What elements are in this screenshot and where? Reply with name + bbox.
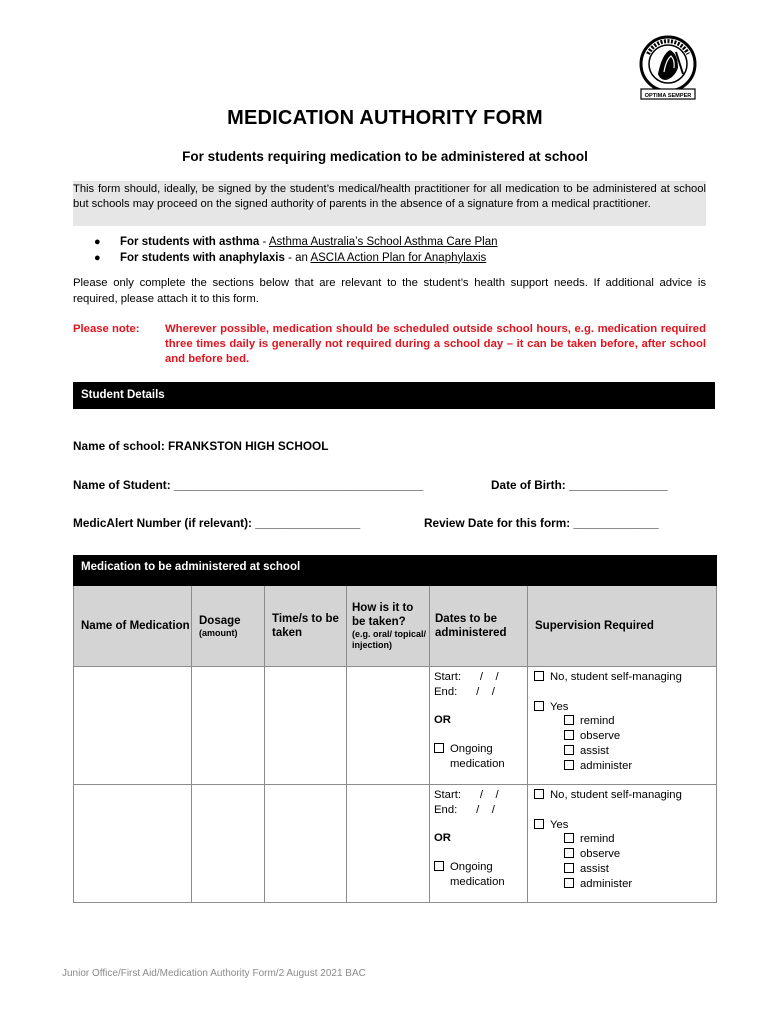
remind-option[interactable] [534,832,716,847]
no-supervision-option[interactable] [534,788,716,803]
dosage-cell[interactable] [192,785,265,903]
medication-heading: Medication to be administered at school [74,556,528,586]
assist-label: assist [580,862,609,875]
medication-table [73,555,717,903]
end-date-field[interactable]: End: / / [434,803,495,816]
checkbox-icon[interactable] [434,743,444,753]
bullet-icon: ● [94,251,101,264]
checkbox-icon[interactable] [564,848,574,858]
administer-option[interactable] [534,877,716,892]
or-label: OR [434,714,451,727]
list-item [94,235,498,251]
administer-label: administer [580,877,633,890]
school-crest-icon [636,34,700,102]
observe-option[interactable] [534,847,716,862]
remind-label: remind [580,715,615,728]
checkbox-icon[interactable] [534,701,544,711]
col-dosage-sub: (amount) [199,627,238,638]
school-name-field: Name of school: FRANKSTON HIGH SCHOOL [73,439,329,453]
bullet-icon: ● [94,236,101,248]
observe-label: observe [580,848,621,861]
no-supervision-label: No, student self-managing [550,671,682,683]
ongoing-option[interactable] [434,742,527,757]
observe-label: observe [580,730,621,743]
checkbox-icon[interactable] [534,671,544,681]
bullet-label: For students with asthma [120,236,260,248]
administer-label: administer [580,759,633,772]
checkbox-icon[interactable] [534,789,544,799]
logo-motto: OPTIMA SEMPER [644,93,692,99]
intro-text: This form should, ideally, be signed by the student’s medical/health practitioner for all medication to be administered at school but schools may proceed on the signed authority of parents in the absence of a signature from a medical practitioner. [73,181,706,226]
checkbox-icon[interactable] [434,861,444,871]
yes-label: Yes [550,700,569,713]
administer-option[interactable] [534,759,716,774]
start-date-field[interactable]: Start: / / [434,789,499,801]
page-subtitle: For students requiring medication to be administered at school [182,149,588,164]
ongoing-label: Ongoing [450,861,493,874]
bullet-list [94,235,498,266]
asthma-plan-link[interactable]: Asthma Australia’s School Asthma Care Plan [268,236,498,248]
col-times-header: Time/s to be taken [272,613,339,639]
remind-label: remind [580,833,615,846]
times-cell[interactable] [265,785,347,903]
student-details-heading: Student Details [73,382,715,409]
yes-label: Yes [550,818,569,831]
page-footer: Junior Office/First Aid/Medication Authority Form/2 August 2021 BAC [62,968,366,979]
bullet-label: For students with anaphylaxis [120,251,285,264]
medication-name-cell[interactable] [74,785,192,903]
list-item [94,251,498,267]
ongoing-label: Ongoing [450,743,493,756]
note-text: Wherever possible, medication should be scheduled outside school hours, e.g. medication required three times daily is generally not required during a school day – it can be taken before, after school and before bed. [165,323,706,365]
medication-heading-blank [528,556,717,586]
col-name-header: Name of Medication [81,620,190,632]
note-label: Please note: [73,323,140,335]
col-dates-header: Dates to be administered [435,613,507,639]
col-how-header: How is it to be taken? [352,602,414,628]
student-name-field[interactable]: Name of Student: ______________________________________ [73,478,424,492]
no-supervision-option[interactable] [534,670,716,685]
yes-option[interactable] [534,700,716,715]
col-dosage-header: Dosage [199,614,241,627]
assist-label: assist [580,744,609,757]
medicalert-field[interactable]: MedicAlert Number (if relevant): ________________ [73,516,361,530]
start-date-field[interactable]: Start: / / [434,671,499,683]
observe-option[interactable] [534,729,716,744]
col-how-sub: (e.g. oral/ topical/ injection) [352,629,427,650]
checkbox-icon[interactable] [564,715,574,725]
table-row [74,667,717,785]
remind-option[interactable] [534,714,716,729]
bullet-sep: - an [284,251,311,264]
assist-option[interactable] [534,744,716,759]
checkbox-icon[interactable] [564,760,574,770]
medication-table-header [74,586,717,667]
checkbox-icon[interactable] [564,863,574,873]
checkbox-icon[interactable] [564,833,574,843]
no-supervision-label: No, student self-managing [550,789,682,801]
anaphylaxis-plan-link[interactable]: ASCIA Action Plan for Anaphylaxis [310,251,487,264]
dob-field[interactable]: Date of Birth: _______________ [491,478,668,492]
medication-table-title-row [74,556,717,586]
how-cell[interactable] [347,785,430,903]
instructions-text: Please only complete the sections below that are relevant to the student’s health support needs. If additional advice is required, please attach it to this form. [73,277,706,305]
dosage-cell[interactable] [192,667,265,785]
checkbox-icon[interactable] [564,730,574,740]
checkbox-icon[interactable] [564,745,574,755]
times-cell[interactable] [265,667,347,785]
table-row [74,785,717,903]
or-label: OR [434,832,451,845]
ongoing-option[interactable] [434,860,527,875]
checkbox-icon[interactable] [564,878,574,888]
review-date-field[interactable]: Review Date for this form: _____________ [424,516,659,530]
ongoing-label-2: medication [450,757,505,770]
assist-option[interactable] [534,862,716,877]
checkbox-icon[interactable] [534,819,544,829]
medication-name-cell[interactable] [74,667,192,785]
bullet-sep: - [259,236,269,248]
ongoing-label-2: medication [450,875,505,888]
end-date-field[interactable]: End: / / [434,685,495,698]
page-title: MEDICATION AUTHORITY FORM [227,107,543,129]
yes-option[interactable] [534,818,716,833]
how-cell[interactable] [347,667,430,785]
col-supervision-header: Supervision Required [535,620,654,632]
